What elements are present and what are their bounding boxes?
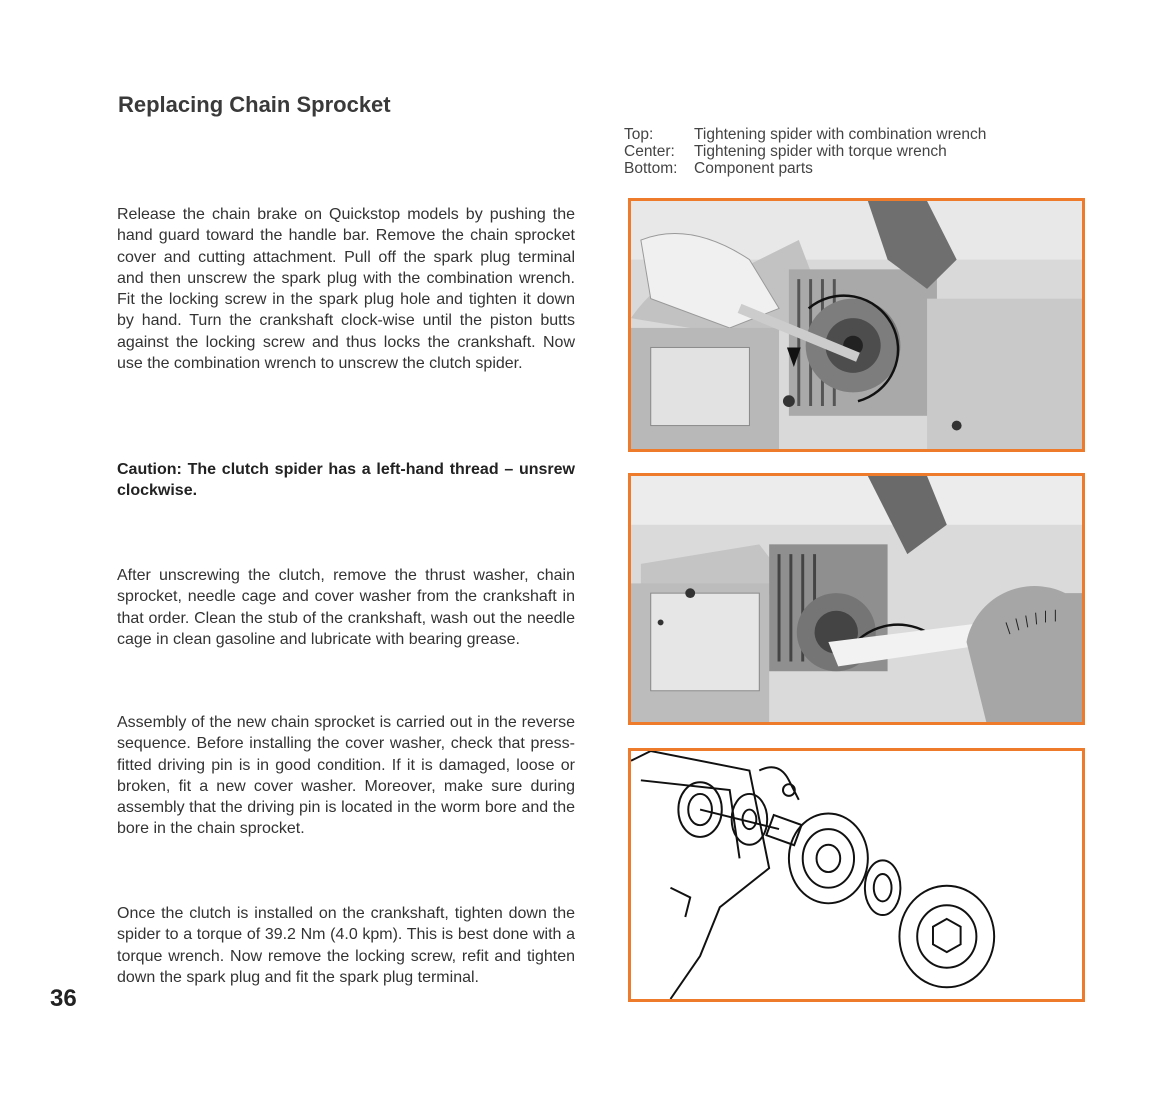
caption-center	[624, 143, 986, 160]
caption-key: Bottom:	[624, 160, 678, 177]
caption-text: Tightening spider with combination wrench	[694, 126, 987, 143]
caption-text: Tightening spider with torque wrench	[694, 143, 947, 160]
photo-combination-wrench	[631, 201, 1082, 449]
caution-note: Caution: The clutch spider has a left-hand thread – unsrew clockwise.	[117, 461, 575, 500]
page-title: Replacing Chain Sprocket	[118, 92, 391, 117]
paragraph-assembly: Assembly of the new chain sprocket is carried out in the reverse sequence. Before installing the cover washer, check that press-fitted driving pin is in good condition. If it is damaged, loose or broken, fit a new cover washer. Moreover, make sure during assembly that the driving pin is located in the worm bore and the bore in the chain sprocket.	[117, 714, 575, 838]
photo-torque-wrench	[631, 476, 1082, 722]
page-number: 36	[50, 985, 77, 1012]
figure-bottom-component-parts	[628, 748, 1085, 1002]
figure-captions	[624, 126, 986, 177]
drawing-component-parts	[631, 751, 1082, 999]
caption-key: Top:	[624, 126, 654, 143]
caption-text: Component parts	[694, 160, 813, 177]
caption-top	[624, 126, 986, 143]
figure-top-combination-wrench	[628, 198, 1085, 452]
paragraph-removal-steps: Release the chain brake on Quickstop models by pushing the hand guard toward the handle bar. Remove the chain sprocket cover and cutting attachment. Pull off the spark plug terminal and then unscrew the spark plug with the combination wrench. Fit the locking screw in the spark plug hole and tighten it down by hand. Turn the crankshaft clock-wise until the piston butts against the locking screw and thus locks the crankshaft. Now use the combination wrench to unscrew the clutch spider.	[117, 206, 575, 373]
figure-center-torque-wrench	[628, 473, 1085, 725]
caption-bottom	[624, 160, 986, 177]
paragraph-tightening: Once the clutch is installed on the crankshaft, tighten down the spider to a torque of 39.2 Nm (4.0 kpm). This is best done with a torque wrench. Now remove the locking screw, refit and tighten down the spark plug and fit the spark plug terminal.	[117, 905, 575, 986]
paragraph-cleaning: After unscrewing the clutch, remove the thrust washer, chain sprocket, needle cage and cover washer from the crankshaft in that order. Clean the stub of the crankshaft, wash out the needle cage in clean gasoline and lubricate with bearing grease.	[117, 567, 575, 648]
caption-key: Center:	[624, 143, 675, 160]
